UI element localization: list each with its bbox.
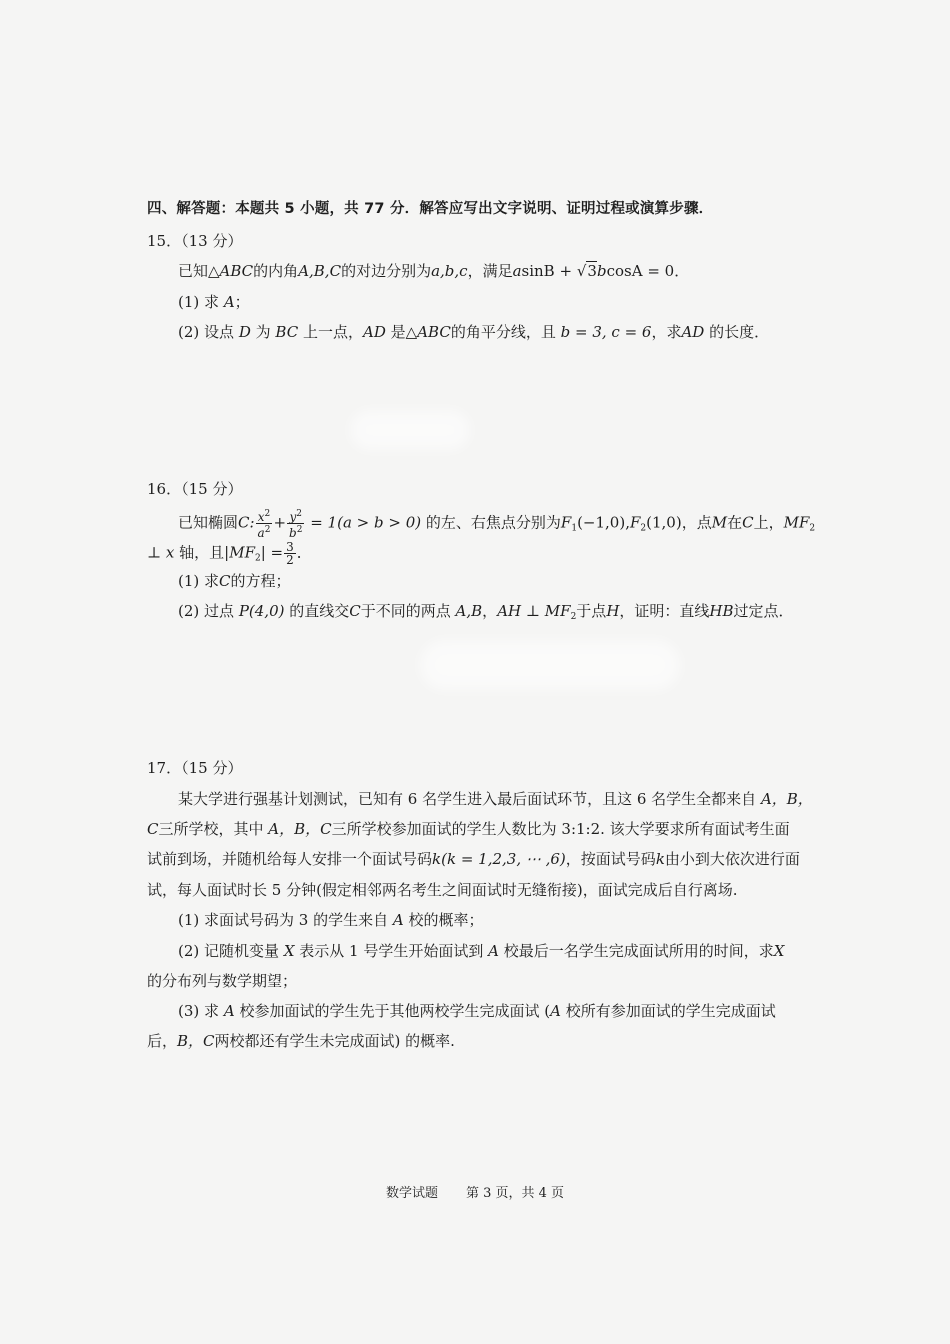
var-HB: HB (709, 602, 734, 620)
text: 的内角 (253, 262, 299, 280)
footer-subject: 数学试题 (385, 1186, 438, 1201)
text: , (625, 513, 630, 532)
fraction-y2-b2 (287, 508, 304, 539)
var-X: X (773, 942, 785, 960)
abs-MF: |MF (224, 543, 255, 562)
var-A: A (223, 1002, 235, 1020)
var-k-range: k(k = 1,2,3, ⋯ ,6) (432, 850, 566, 868)
text: (1) 求 (178, 293, 220, 311)
q15-part2 (178, 322, 769, 342)
q16-stem (178, 508, 815, 539)
subscript: 1 (571, 523, 578, 534)
q17-part3-line1 (178, 1001, 776, 1021)
var-X: X (283, 942, 295, 960)
var-angles: A,B,C (298, 262, 342, 280)
text: 的角平分线，且 (450, 323, 556, 341)
text: 三所学校，其中 (158, 820, 264, 838)
text: ，点 (681, 513, 712, 532)
var-ABC: ABC (417, 323, 451, 341)
text: 已知椭圆 (178, 513, 239, 532)
q15-stem (178, 261, 689, 281)
var-C: C (219, 572, 231, 590)
var-y: y (289, 510, 297, 524)
text: 两校都还有学生未完成面试) 的概率. (214, 1032, 455, 1050)
var-MF: MF (544, 602, 571, 620)
text: 的方程； (230, 572, 291, 590)
text: 是△ (390, 323, 418, 341)
var-b: b (596, 262, 607, 280)
fraction-x2-a2 (256, 508, 273, 539)
subscript: 2 (809, 523, 816, 534)
var-a: a (512, 262, 522, 280)
var-H: H (606, 602, 620, 620)
var-k: k (655, 850, 665, 868)
coord: (1,0) (646, 513, 682, 532)
q17-line1 (178, 789, 813, 809)
text: 轴，且 (179, 543, 225, 562)
text: 校最后一名学生完成面试所用的时间，求 (503, 942, 774, 960)
var-D: D (238, 323, 251, 341)
var-x: x (257, 510, 265, 524)
var-A: A (488, 942, 499, 960)
text: 在 (727, 513, 743, 532)
var-AD: AD (363, 323, 386, 341)
text: 表示从 1 号学生开始面试到 (299, 942, 484, 960)
sqrt-sign: √ (576, 262, 587, 280)
var-C: C (742, 513, 754, 532)
text: 校所有参加面试的学生完成面试 (565, 1002, 776, 1020)
var-M: M (711, 513, 728, 532)
exponent: 2 (264, 509, 271, 519)
q16-part2 (178, 601, 794, 627)
text: (3) 求 (178, 1002, 220, 1020)
footer-page-number: 第 3 页，共 4 页 (465, 1186, 565, 1201)
var-x: x (165, 543, 175, 562)
page-footer (0, 1182, 950, 1201)
var-F: F (560, 513, 572, 532)
var-C: C (147, 820, 159, 838)
q17-line2 (147, 819, 790, 839)
text: ，按面试号码 (565, 850, 656, 868)
subscript: 2 (254, 553, 261, 564)
q15-part1 (178, 292, 250, 312)
abs-end: | = (260, 543, 284, 562)
q16-stem-line2 (147, 541, 312, 569)
subscript: 2 (640, 523, 647, 534)
text: 三所学校参加面试的学生人数比为 3:1:2. 该大学要求所有面试考生面 (331, 820, 790, 838)
text: 的左、右焦点分别为 (425, 513, 561, 532)
var-A: A (223, 293, 235, 311)
text: 于不同的两点 (360, 602, 451, 620)
text: (1) 求 (178, 572, 220, 590)
text: ． (296, 543, 312, 562)
condition: b = 3, c = 6 (560, 323, 652, 341)
text: (2) 记随机变量 (178, 942, 280, 960)
var-C: C: (238, 513, 255, 532)
var-ABC: A，B，C (268, 820, 332, 838)
perp-sign: ⊥ (525, 602, 540, 620)
scan-smudge (420, 640, 680, 690)
text: 校的概率； (408, 911, 484, 929)
section-header: 四、解答题：本题共 5 小题，共 77 分．解答应写出文字说明、证明过程或演算步骤． (147, 201, 714, 217)
text: 的直线交 (289, 602, 350, 620)
plus-sign: + (273, 513, 287, 532)
subscript: 2 (570, 612, 577, 622)
q17-part2-line2: 的分布列与数学期望； (147, 972, 298, 990)
q17-part2-line1 (178, 941, 784, 961)
text: 后， (147, 1032, 178, 1050)
text: 试前到场，并随机给每人安排一个面试号码 (147, 850, 433, 868)
text: 校参加面试的学生先于其他两校学生完成面试 ( (239, 1002, 551, 1020)
q17-part1 (178, 910, 484, 930)
eq-zero: = 0． (647, 262, 690, 280)
q15-number: 15．（13 分） (147, 232, 243, 250)
text: (2) 设点 (178, 323, 235, 341)
exponent: 2 (296, 509, 302, 519)
cosA: cosA (606, 262, 643, 280)
var-b: b (289, 526, 297, 540)
text: 的长度． (709, 323, 770, 341)
perp-sign: ⊥ (147, 543, 162, 562)
text: 于点 (576, 602, 607, 620)
var-AD: AD (681, 323, 705, 341)
sinB: sinB (521, 262, 555, 280)
var-abc: ABC (219, 262, 254, 280)
text: 为 (255, 323, 271, 341)
var-AB: A,B (455, 602, 483, 620)
numerator: 3 (286, 540, 294, 554)
text: ，证明：直线 (619, 602, 710, 620)
text: (2) 过点 (178, 602, 235, 620)
var-A: A (392, 911, 404, 929)
text: 某大学进行强基计划测试，已知有 6 名学生进入最后面试环节，且这 6 名学生全都来自 (178, 790, 757, 808)
var-P: P(4,0) (238, 602, 285, 620)
var-AB: A，B， (760, 790, 813, 808)
fraction-3-2 (284, 541, 296, 566)
var-MF: MF (783, 513, 810, 532)
var-C: C (349, 602, 361, 620)
q17-line3 (147, 849, 800, 869)
text: ； (234, 293, 250, 311)
text: 上， (753, 513, 784, 532)
scan-smudge (350, 410, 470, 450)
var-a: a (257, 526, 265, 540)
var-BC: BC (275, 323, 299, 341)
text: ， (482, 602, 498, 620)
var-AH: AH (497, 602, 522, 620)
text: 由小到大依次进行面 (664, 850, 800, 868)
q16-part1 (178, 571, 291, 591)
text: 上一点， (302, 323, 363, 341)
text: 的对边分别为 (341, 262, 432, 280)
q17-number: 17．（15 分） (147, 759, 243, 777)
text: ，求 (651, 323, 682, 341)
sqrt-radicand: 3 (587, 262, 597, 280)
plus-sign: + (559, 262, 573, 280)
coord: (−1,0) (577, 513, 626, 532)
text: (1) 求面试号码为 3 的学生来自 (178, 911, 389, 929)
text: 过定点． (733, 602, 794, 620)
q16-number: 16．（15 分） (147, 480, 243, 498)
var-F: F (629, 513, 641, 532)
exponent: 2 (264, 525, 271, 535)
var-BC: B，C (177, 1032, 215, 1050)
text: 已知△ (178, 262, 220, 280)
q17-line4: 试，每人面试时长 5 分钟(假定相邻两名考生之间面试时无缝衔接)，面试完成后自行离场. (147, 881, 738, 899)
var-A: A (550, 1002, 561, 1020)
q17-part3-line2 (147, 1031, 455, 1051)
denominator: 2 (286, 553, 294, 567)
var-sides: a,b,c (431, 262, 468, 280)
equation-rhs: = 1(a > b > 0) (310, 513, 422, 532)
text: ，满足 (467, 262, 513, 280)
exponent: 2 (296, 525, 303, 535)
